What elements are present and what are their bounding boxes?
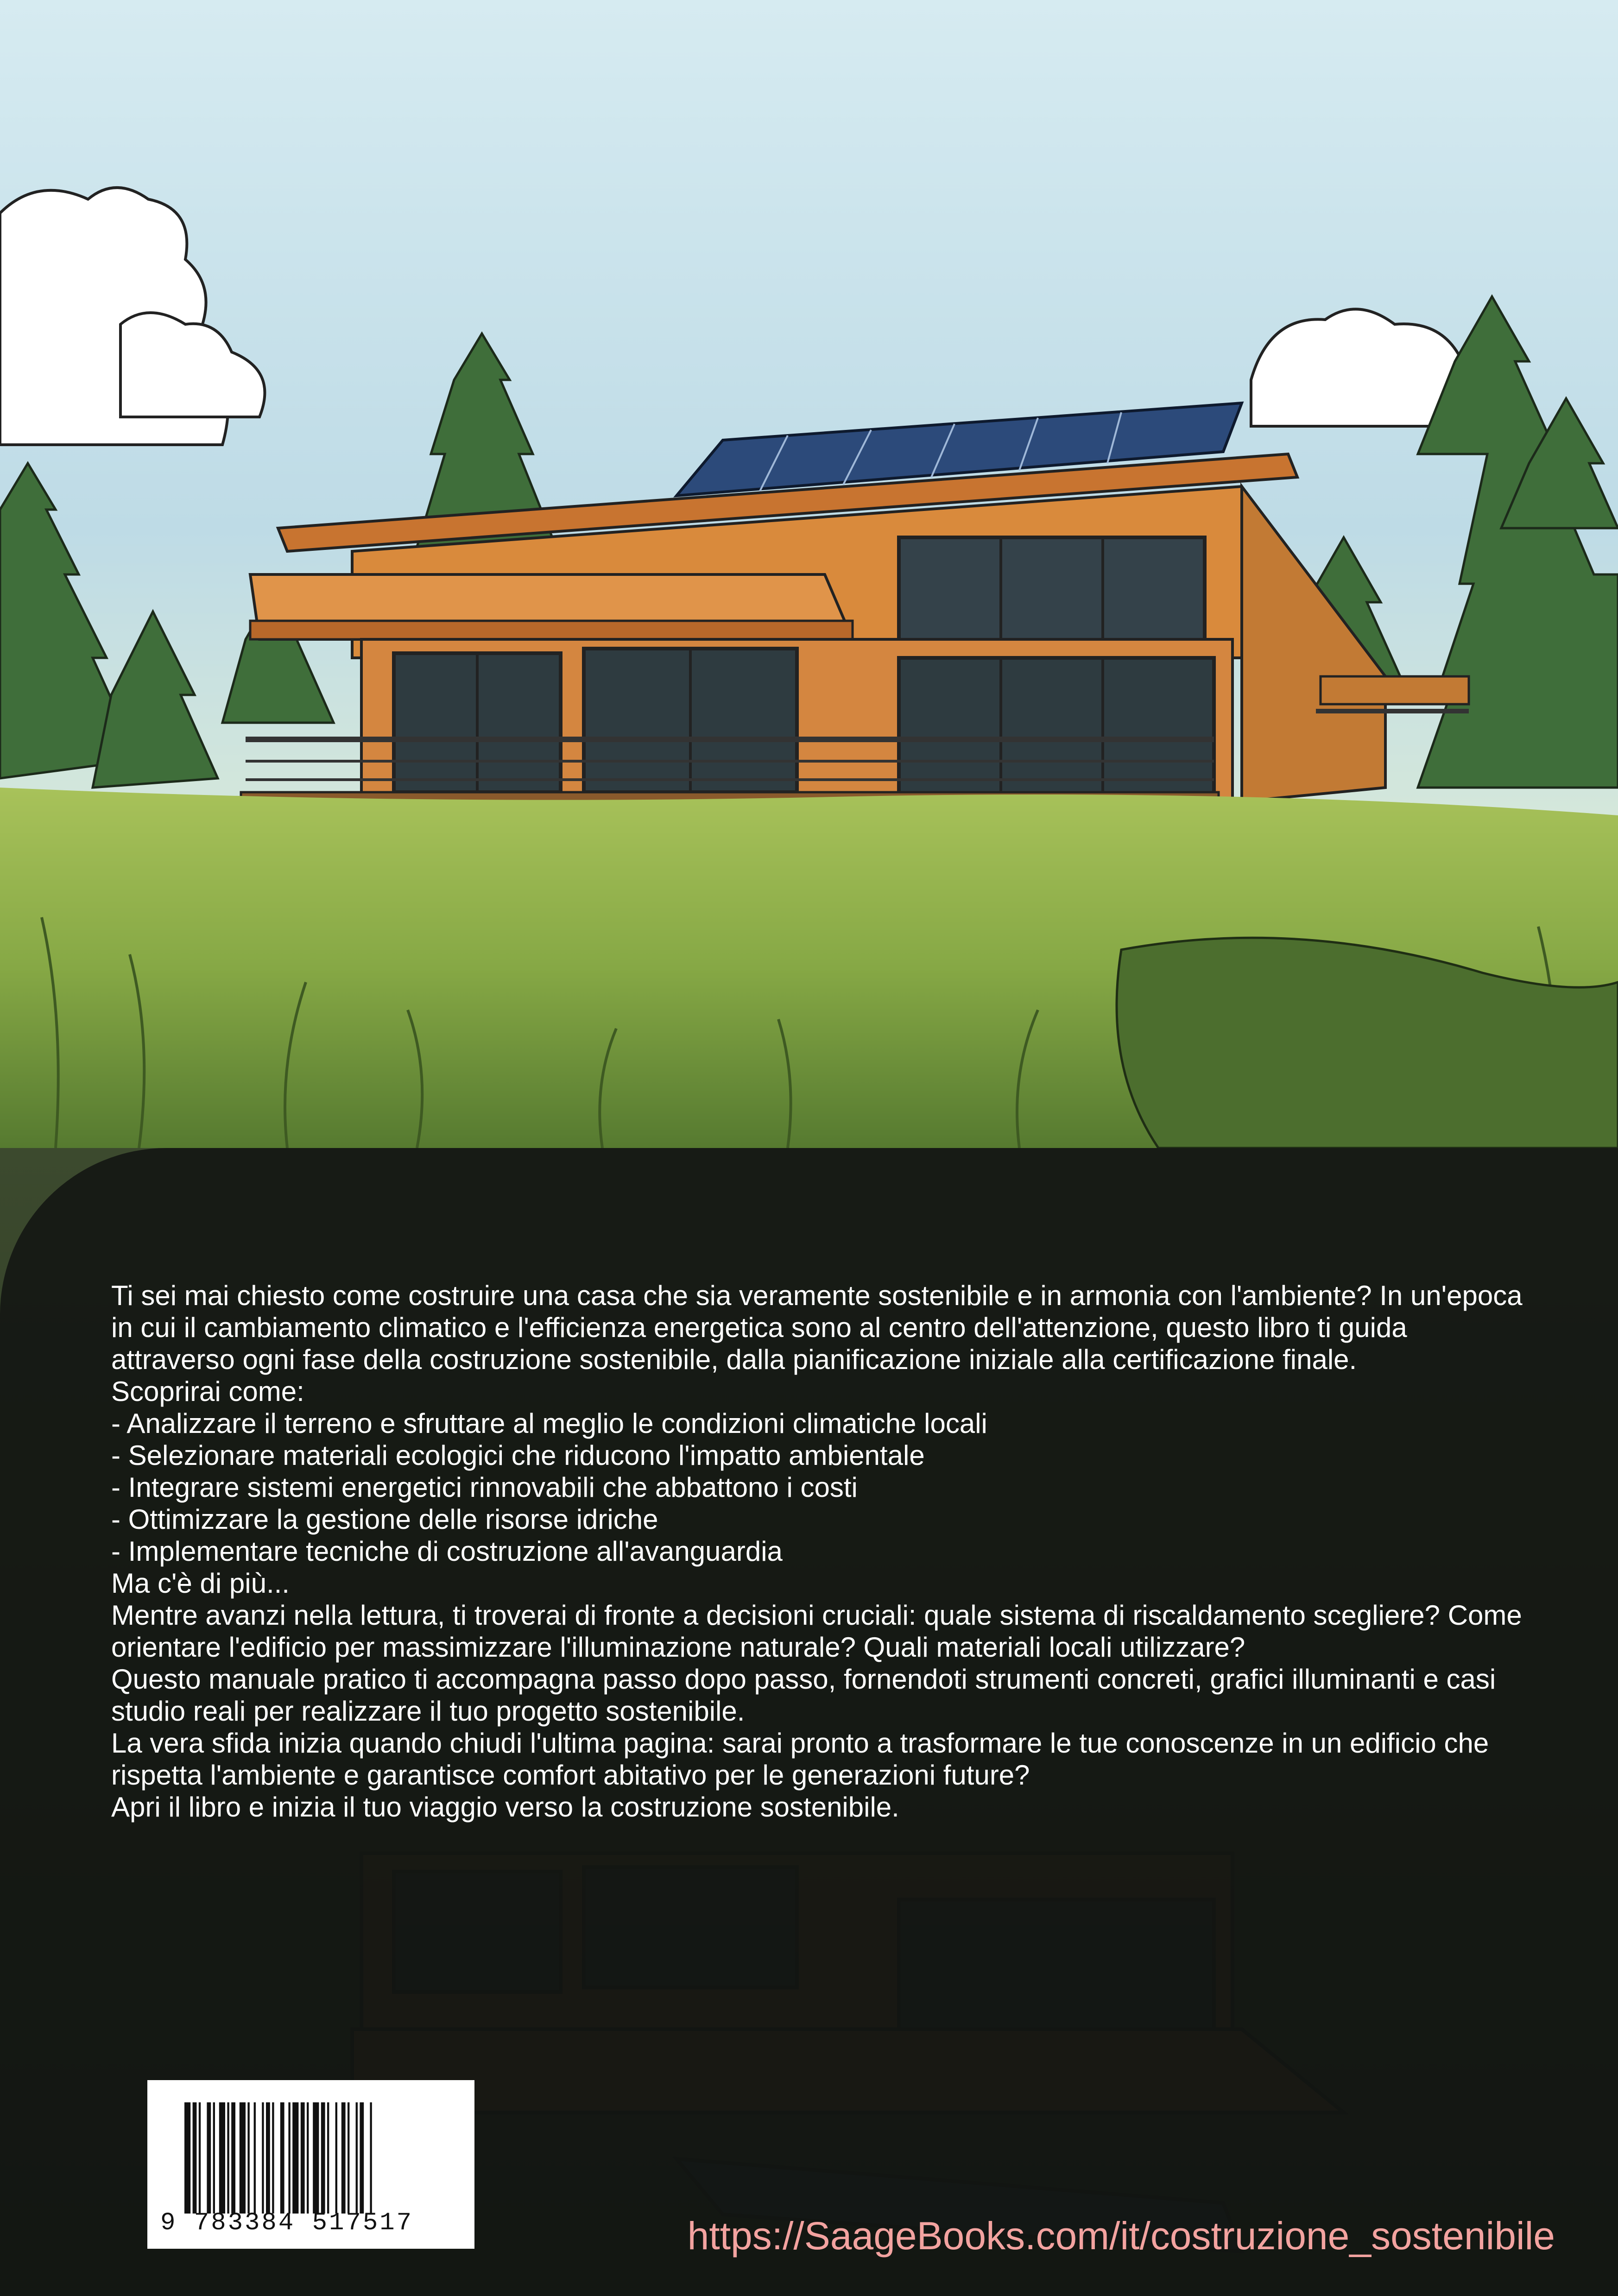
blurb-list-item: - Ottimizzare la gestione delle risorse idriche (111, 1504, 658, 1535)
barcode-bar (262, 2102, 264, 2214)
barcode-bar (288, 2102, 290, 2214)
barcode-bar (327, 2102, 329, 2214)
barcode-bar (207, 2102, 211, 2214)
publisher-url[interactable]: https://SaageBooks.com/it/costruzione_sostenibile (687, 2214, 1555, 2258)
back-cover-blurb (111, 1280, 1529, 1823)
blurb-paragraph: Questo manuale pratico ti accompagna passo dopo passo, fornendoti strumenti concreti, grafici illuminanti e casi studio reali per realizzare il tuo progetto sostenibile. (111, 1664, 1504, 1727)
barcode-bar (199, 2102, 201, 2214)
blurb-list-item: - Analizzare il terreno e sfruttare al meglio le condizioni climatiche locali (111, 1408, 987, 1439)
barcode-bar (307, 2102, 309, 2214)
isbn-number: 9 783384 517517 (160, 2209, 414, 2237)
barcode-bar (213, 2102, 215, 2214)
barcode-bar (254, 2102, 256, 2214)
barcode-bar (247, 2102, 249, 2214)
barcode-bar (292, 2102, 298, 2214)
barcode-bar (335, 2102, 337, 2214)
blurb-paragraph: La vera sfida inizia quando chiudi l'ultima pagina: sarai pronto a trasformare le tue conoscenze in un edificio che rispetta l'ambiente e garantisce comfort abitativo per le generazioni future? (111, 1728, 1497, 1791)
blurb-list-title: Scoprirai come: (111, 1376, 304, 1407)
barcode-bar (301, 2102, 305, 2214)
barcode-bar (313, 2102, 319, 2214)
barcode-bar (193, 2102, 197, 2214)
barcode-bar (341, 2102, 346, 2214)
barcode-bar (321, 2102, 325, 2214)
barcode-bar (184, 2102, 190, 2214)
barcode-bar (227, 2102, 229, 2214)
barcode-bars (184, 2102, 444, 2214)
blurb-transition: Ma c'è di più... (111, 1568, 290, 1599)
barcode-bar (280, 2102, 284, 2214)
barcode-bar (348, 2102, 349, 2214)
barcode-bar (356, 2102, 358, 2214)
blurb-list-item: - Implementare tecniche di costruzione all'avanguardia (111, 1536, 783, 1567)
barcode-bar (231, 2102, 235, 2214)
barcode-bar (266, 2102, 270, 2214)
blurb-intro: Ti sei mai chiesto come costruire una casa che sia veramente sostenibile e in armonia con l'ambiente? In un'epoca in cui il cambiamento climatico e l'efficienza energetica sono al centro dell'attenzione, questo libro ti guida attraverso ogni fase della costruzione sostenibile, dalla pianificazione iniziale alla certificazione finale. (111, 1280, 1530, 1375)
barcode-bar (219, 2102, 225, 2214)
blurb-list-item: - Integrare sistemi energetici rinnovabili che abbattono i costi (111, 1472, 858, 1503)
barcode-bar (370, 2102, 372, 2214)
blurb-paragraph: Mentre avanzi nella lettura, ti troverai di fronte a decisioni cruciali: quale sistema di riscaldamento scegliere? Come orientare l'edificio per massimizzare l'illuminazione naturale? Quali materiali locali utilizzare? (111, 1600, 1530, 1663)
isbn-barcode (147, 2080, 474, 2249)
blurb-list-item: - Selezionare materiali ecologici che riducono l'impatto ambientale (111, 1440, 925, 1471)
blurb-closing: Apri il libro e inizia il tuo viaggio verso la costruzione sostenibile. (111, 1791, 899, 1823)
barcode-bar (240, 2102, 246, 2214)
barcode-bar (272, 2102, 274, 2214)
barcode-bar (360, 2102, 364, 2214)
